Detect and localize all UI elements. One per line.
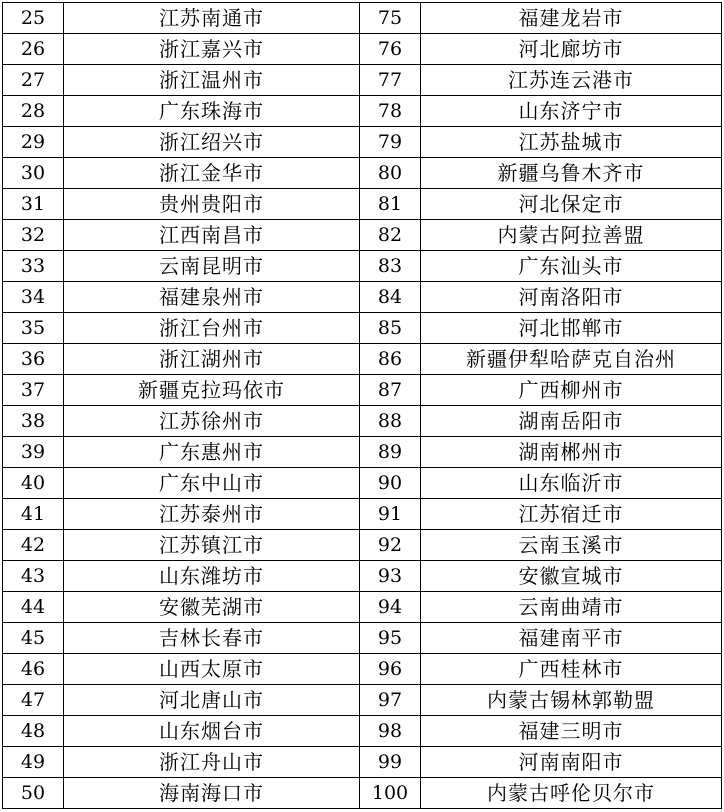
rank-cell: 27: [3, 65, 64, 96]
rank-cell: 26: [3, 34, 64, 65]
table-row: [3, 344, 722, 375]
rank-cell: 50: [3, 778, 64, 809]
rank-cell: 97: [360, 685, 421, 716]
city-cell: 浙江温州市: [64, 65, 360, 96]
city-cell: 福建龙岩市: [421, 3, 722, 34]
city-cell: 福建南平市: [421, 623, 722, 654]
city-cell: 江西南昌市: [64, 220, 360, 251]
rank-cell: 80: [360, 158, 421, 189]
rank-cell: 98: [360, 716, 421, 747]
city-cell: 山东济宁市: [421, 96, 722, 127]
city-cell: 江苏徐州市: [64, 406, 360, 437]
table-row: [3, 747, 722, 778]
rank-cell: 38: [3, 406, 64, 437]
city-cell: 福建三明市: [421, 716, 722, 747]
rank-cell: 43: [3, 561, 64, 592]
rank-cell: 86: [360, 344, 421, 375]
city-cell: 新疆乌鲁木齐市: [421, 158, 722, 189]
rank-cell: 39: [3, 437, 64, 468]
city-cell: 新疆伊犁哈萨克自治州: [421, 344, 722, 375]
table-row: [3, 499, 722, 530]
city-cell: 河南南阳市: [421, 747, 722, 778]
table-row: [3, 375, 722, 406]
rank-cell: 48: [3, 716, 64, 747]
city-cell: 海南海口市: [64, 778, 360, 809]
city-cell: 内蒙古锡林郭勒盟: [421, 685, 722, 716]
city-cell: 新疆克拉玛依市: [64, 375, 360, 406]
city-cell: 浙江湖州市: [64, 344, 360, 375]
rank-cell: 94: [360, 592, 421, 623]
city-cell: 浙江绍兴市: [64, 127, 360, 158]
rank-cell: 99: [360, 747, 421, 778]
city-cell: 河北唐山市: [64, 685, 360, 716]
city-cell: 安徽宣城市: [421, 561, 722, 592]
city-cell: 河南洛阳市: [421, 282, 722, 313]
city-cell: 吉林长春市: [64, 623, 360, 654]
rank-cell: 84: [360, 282, 421, 313]
rank-cell: 25: [3, 3, 64, 34]
city-cell: 河北邯郸市: [421, 313, 722, 344]
rank-cell: 78: [360, 96, 421, 127]
table-row: [3, 530, 722, 561]
table-row: [3, 220, 722, 251]
table-row: [3, 685, 722, 716]
city-cell: 广东惠州市: [64, 437, 360, 468]
city-cell: 江苏连云港市: [421, 65, 722, 96]
rank-cell: 34: [3, 282, 64, 313]
rank-cell: 41: [3, 499, 64, 530]
rank-cell: 75: [360, 3, 421, 34]
table-row: [3, 251, 722, 282]
rank-cell: 28: [3, 96, 64, 127]
city-cell: 浙江嘉兴市: [64, 34, 360, 65]
rank-cell: 40: [3, 468, 64, 499]
rank-cell: 82: [360, 220, 421, 251]
city-cell: 内蒙古阿拉善盟: [421, 220, 722, 251]
city-cell: 山东临沂市: [421, 468, 722, 499]
rank-cell: 49: [3, 747, 64, 778]
rank-cell: 88: [360, 406, 421, 437]
rank-cell: 47: [3, 685, 64, 716]
rank-cell: 85: [360, 313, 421, 344]
rank-cell: 45: [3, 623, 64, 654]
table-row: [3, 96, 722, 127]
table-row: [3, 3, 722, 34]
rank-cell: 91: [360, 499, 421, 530]
city-cell: 广西柳州市: [421, 375, 722, 406]
rank-cell: 90: [360, 468, 421, 499]
table-row: [3, 282, 722, 313]
city-cell: 山东烟台市: [64, 716, 360, 747]
table-row: [3, 468, 722, 499]
city-cell: 山西太原市: [64, 654, 360, 685]
rank-cell: 76: [360, 34, 421, 65]
rank-cell: 29: [3, 127, 64, 158]
rank-cell: 92: [360, 530, 421, 561]
city-cell: 河北廊坊市: [421, 34, 722, 65]
city-cell: 贵州贵阳市: [64, 189, 360, 220]
rank-cell: 79: [360, 127, 421, 158]
table-row: [3, 34, 722, 65]
city-cell: 河北保定市: [421, 189, 722, 220]
table-row: [3, 654, 722, 685]
city-cell: 江苏镇江市: [64, 530, 360, 561]
city-cell: 广东中山市: [64, 468, 360, 499]
city-cell: 江苏南通市: [64, 3, 360, 34]
city-cell: 浙江舟山市: [64, 747, 360, 778]
city-cell: 浙江台州市: [64, 313, 360, 344]
city-cell: 广东珠海市: [64, 96, 360, 127]
city-cell: 湖南郴州市: [421, 437, 722, 468]
rank-cell: 32: [3, 220, 64, 251]
city-cell: 广东汕头市: [421, 251, 722, 282]
rank-cell: 33: [3, 251, 64, 282]
rank-cell: 83: [360, 251, 421, 282]
rank-cell: 81: [360, 189, 421, 220]
city-cell: 湖南岳阳市: [421, 406, 722, 437]
rank-cell: 100: [360, 778, 421, 809]
table-row: [3, 716, 722, 747]
table-row: [3, 65, 722, 96]
table-row: [3, 592, 722, 623]
city-cell: 江苏盐城市: [421, 127, 722, 158]
rank-cell: 36: [3, 344, 64, 375]
table-row: [3, 127, 722, 158]
city-cell: 福建泉州市: [64, 282, 360, 313]
rank-cell: 46: [3, 654, 64, 685]
rank-cell: 96: [360, 654, 421, 685]
rank-cell: 42: [3, 530, 64, 561]
city-cell: 云南昆明市: [64, 251, 360, 282]
city-cell: 安徽芜湖市: [64, 592, 360, 623]
table-row: [3, 406, 722, 437]
table-row: [3, 313, 722, 344]
rank-cell: 89: [360, 437, 421, 468]
city-cell: 浙江金华市: [64, 158, 360, 189]
city-ranking-table: [2, 2, 722, 809]
rank-cell: 31: [3, 189, 64, 220]
table-row: [3, 623, 722, 654]
city-cell: 江苏泰州市: [64, 499, 360, 530]
city-cell: 云南曲靖市: [421, 592, 722, 623]
city-cell: 山东潍坊市: [64, 561, 360, 592]
city-cell: 广西桂林市: [421, 654, 722, 685]
table-row: [3, 561, 722, 592]
rank-cell: 30: [3, 158, 64, 189]
table-row: [3, 437, 722, 468]
rank-cell: 35: [3, 313, 64, 344]
rank-cell: 44: [3, 592, 64, 623]
city-cell: 江苏宿迁市: [421, 499, 722, 530]
table-row: [3, 158, 722, 189]
table-body: [3, 3, 722, 809]
table-row: [3, 189, 722, 220]
rank-cell: 93: [360, 561, 421, 592]
city-cell: 内蒙古呼伦贝尔市: [421, 778, 722, 809]
city-cell: 云南玉溪市: [421, 530, 722, 561]
rank-cell: 95: [360, 623, 421, 654]
rank-cell: 77: [360, 65, 421, 96]
rank-cell: 87: [360, 375, 421, 406]
rank-cell: 37: [3, 375, 64, 406]
table-row: [3, 778, 722, 809]
